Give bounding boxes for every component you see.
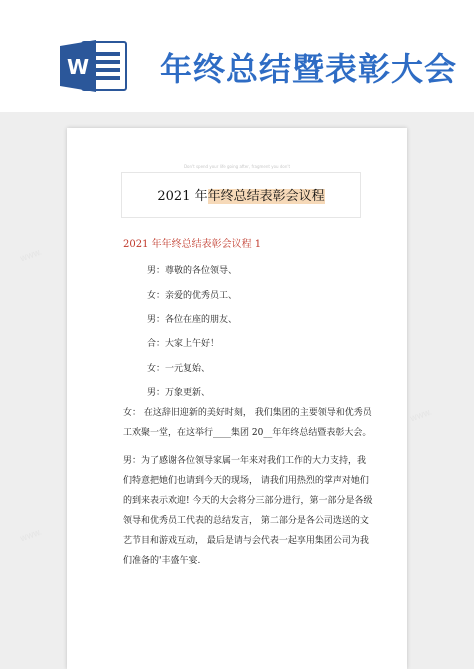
dialog-line: 合：大家上午好！ — [147, 339, 220, 349]
title-highlight: 年终总结表彰会议程 — [207, 189, 325, 204]
word-logo-icon — [58, 38, 130, 94]
section-subtitle: 2021 年年终总结表彰会议程 1 — [123, 239, 262, 250]
document-title — [122, 185, 360, 204]
page-background: WWW. WWW. WWW. — [0, 112, 474, 669]
paragraph: 女： 在这辞旧迎新的美好时刻， 我们集团的主要领导和优秀员工欢聚一堂，在这举行____集团 20__年年终总结暨表彰大会。 — [123, 408, 372, 438]
document-page — [67, 128, 407, 669]
dialog-line: 男：尊敬的各位领导、 — [147, 266, 238, 276]
banner-title: 年终总结暨表彰大会 — [160, 50, 458, 88]
dialog-line: 男：万象更新、 — [147, 388, 211, 398]
header-note: Don't spend your life going after, fragment you don't — [183, 164, 291, 169]
logo-letter: W — [66, 55, 90, 79]
dialog-line: 女：亲爱的优秀员工、 — [147, 291, 238, 301]
banner — [0, 0, 474, 110]
title-box — [121, 172, 361, 218]
title-prefix: 2021 年 — [157, 189, 208, 204]
dialog-line: 女：一元复始、 — [147, 364, 211, 374]
dialog-line: 男：各位在座的朋友、 — [147, 315, 238, 325]
paragraph: 男：为了感谢各位领导家属一年来对我们工作的大力支持，我们特意把她们也请到今天的现场， 请我们用热烈的掌声对她们的到来表示欢迎! 今天的大会将分三部分进行，第一部分是各级领导和优秀员工代表的总结发言， 第二部分是各公司选送的文艺节目和游戏互动， 最后是请与会代表一起享用集团公司为我们准备的'丰盛午宴. — [123, 456, 373, 566]
